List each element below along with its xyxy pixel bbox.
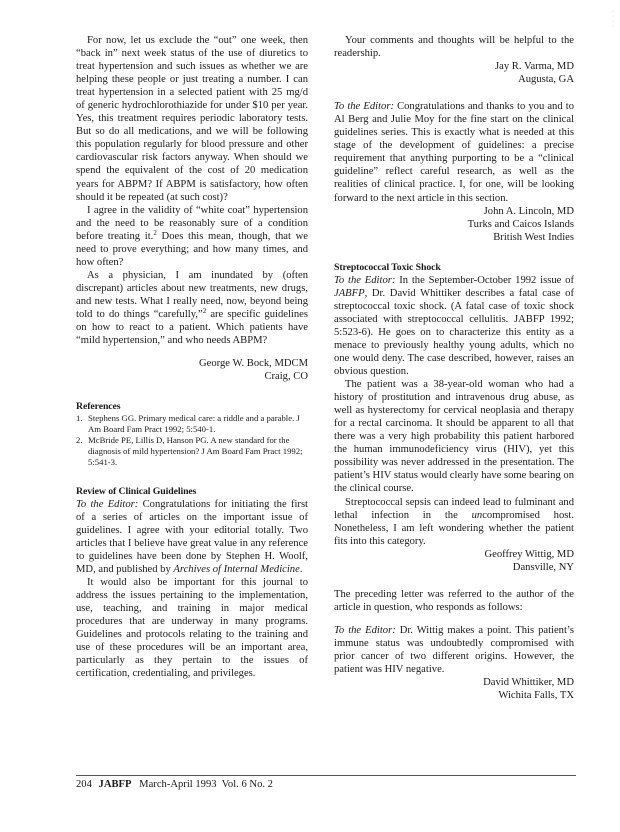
bock-paragraph-1: For now, let us exclude the “out” one week, then “back in” next week status of the use of diuretics to treat hypertension and such issues as whether we are helping these people or just treating a number. I can treat hypertension in a selected patient with 25 mg/d of generic hydrochlorothiazide for under $10 per year. Yes, this treatment requires periodic laboratory tests. But so do all medications, and we will be following this population regularly for blood pressure and other cardiovascular risk factors anyway. When should we spend the equivalent of the cost of 20 medication years for ABPM? If ABPM is satisfactory, how often should it be repeated (at such cost)? bbox=[76, 35, 308, 203]
signature-name: Geoffrey Wittig, MD bbox=[484, 548, 574, 560]
wittig-signature bbox=[334, 548, 574, 574]
page-number: 204 bbox=[76, 779, 92, 790]
strep-paragraph-3: Streptococcal sepsis can indeed lead to fulminant and lethal infection in the uncompromised host. Nonetheless, I am left wondering whether the patient fits into this category. bbox=[334, 496, 574, 547]
emphasis: un bbox=[471, 509, 483, 521]
reference-item: 2. McBride PE, Lillis D, Hanson PG. A new standard for the diagnosis of mild hypertension? J Am Board Fam Pract 1992; 5:541-3. bbox=[76, 435, 303, 467]
review-paragraph-2: It would also be important for this journal to address the issues pertaining to the implementation, use, teaching, and training in major medical procedures that are underway in many programs. Guidelines and protocols relating to the training and use of these procedures will be an important area, particularly as they pertain to the issues of certification, credentialing, and privileges. bbox=[76, 577, 308, 680]
journal-title: Archives of Internal Medicine bbox=[173, 563, 300, 575]
journal-name: JABFP bbox=[98, 779, 132, 790]
lincoln-signature bbox=[334, 205, 574, 244]
signature-location: Augusta, GA bbox=[518, 74, 574, 86]
references-list bbox=[76, 413, 308, 468]
signature-location: Craig, CO bbox=[264, 371, 308, 383]
whittiker-signature bbox=[334, 676, 574, 702]
strep-paragraph-2: The patient was a 38-year-old woman who had a history of prostitution and intravenous drug abuse, as well as hysterectomy for cervical neoplasia and therapy for a rectal carcinoma. It should be apparent to all that there was a very high probability this patient harbored the human immunodeficiency virus (HIV), yet this possibility was never addressed in the presentation. The patient’s HIV status would clearly have some bearing on the clinical course. bbox=[334, 379, 574, 495]
strep-paragraph-1: To the Editor: In the September-October 1992 issue of JABFP, Dr. David Whittiker describes a fatal case of streptococcal toxic shock. (A fatal case of toxic shock associated with streptococcal cellulitis. JABFP 1992; 5:523-6). He goes on to characterize this entity as a menace to previously healthy young adults, which no one would deny. The case described, however, raises an obvious question. bbox=[334, 274, 574, 378]
signature-name: John A. Lincoln, MD bbox=[483, 205, 574, 217]
signature-location: British West Indies bbox=[493, 231, 574, 243]
signature-name: David Whittiker, MD bbox=[483, 677, 574, 689]
review-heading: Review of Clinical Guidelines bbox=[76, 485, 197, 497]
bock-signature bbox=[76, 357, 308, 383]
signature-name: George W. Bock, MDCM bbox=[199, 358, 308, 370]
citation-superscript: 2 bbox=[202, 306, 207, 315]
to-the-editor: To the Editor: bbox=[76, 498, 139, 510]
corner-mark: · · · · bbox=[612, 9, 614, 30]
referral-note: The preceding letter was referred to the author of the article in question, who responds as follows: bbox=[334, 588, 574, 613]
journal-abbrev: JABFP bbox=[334, 287, 365, 299]
to-the-editor: To the Editor: bbox=[334, 624, 396, 636]
left-column bbox=[76, 34, 308, 680]
reference-item: 1. Stephens GG. Primary medical care: a riddle and a parable. J Am Board Fam Pract 1992; 5:540-1. bbox=[76, 413, 300, 435]
to-the-editor: To the Editor: bbox=[334, 274, 396, 286]
review-paragraph-1: To the Editor: Congratulations for initiating the first of a series of articles on the important issue of guidelines. I agree with your editorial totally. Two articles that I believe have great value in any reference to guidelines have been done by Stephen H. Woolf, MD, and published by Archives of Internal Medicine. bbox=[76, 498, 309, 575]
page-footer bbox=[76, 775, 576, 790]
signature-location: Turks and Caicos Islands bbox=[467, 218, 574, 230]
strep-heading: Streptococcal Toxic Shock bbox=[334, 261, 441, 273]
signature-location: Wichita Falls, TX bbox=[498, 690, 574, 702]
varma-paragraph: Your comments and thoughts will be helpful to the readership. bbox=[334, 35, 574, 60]
to-the-editor: To the Editor: bbox=[334, 101, 394, 113]
bock-paragraph-2: I agree in the validity of “white coat” hypertension and the need to be reasonably sure of a condition before treating it.$^2$ Does this mean, though, that we need to prove everything; and how many times, and how often? bbox=[76, 204, 308, 268]
lincoln-paragraph: To the Editor: Congratulations and thanks to you and to Al Berg and Julie Moy for the fine start on the clinical guidelines series. This is exactly what is needed at this stage of the development of guidelines: a precise requirement that anything purporting to be a “clinical guideline” reflect careful research, as well as the realities of clinical practice. I, for one, will be looking forward to the next article in this section. bbox=[334, 101, 574, 204]
right-column bbox=[334, 34, 574, 702]
issue-info: March-April 1993 Vol. 6 No. 2 bbox=[139, 779, 273, 790]
varma-signature bbox=[334, 60, 574, 86]
bock-paragraph-3: As a physician, I am inundated by (often discrepant) articles about new treatments, new drugs, and new tests. What I really need, now, beyond being told to do things “carefully,”$^2$ are specific guidelines on how to react to a patient. Which patients have “mild hypertension,” and who needs ABPM? bbox=[76, 269, 308, 347]
references-heading: References bbox=[76, 401, 121, 413]
signature-name: Jay R. Varma, MD bbox=[495, 61, 574, 73]
reply-paragraph: To the Editor: Dr. Wittig makes a point. This patient’s immune status was undoubtedly compromised with prior cancer of two different origins. However, the patient was HIV negative. bbox=[334, 624, 574, 676]
citation-superscript: 2 bbox=[153, 228, 157, 237]
signature-location: Dansville, NY bbox=[512, 561, 574, 573]
